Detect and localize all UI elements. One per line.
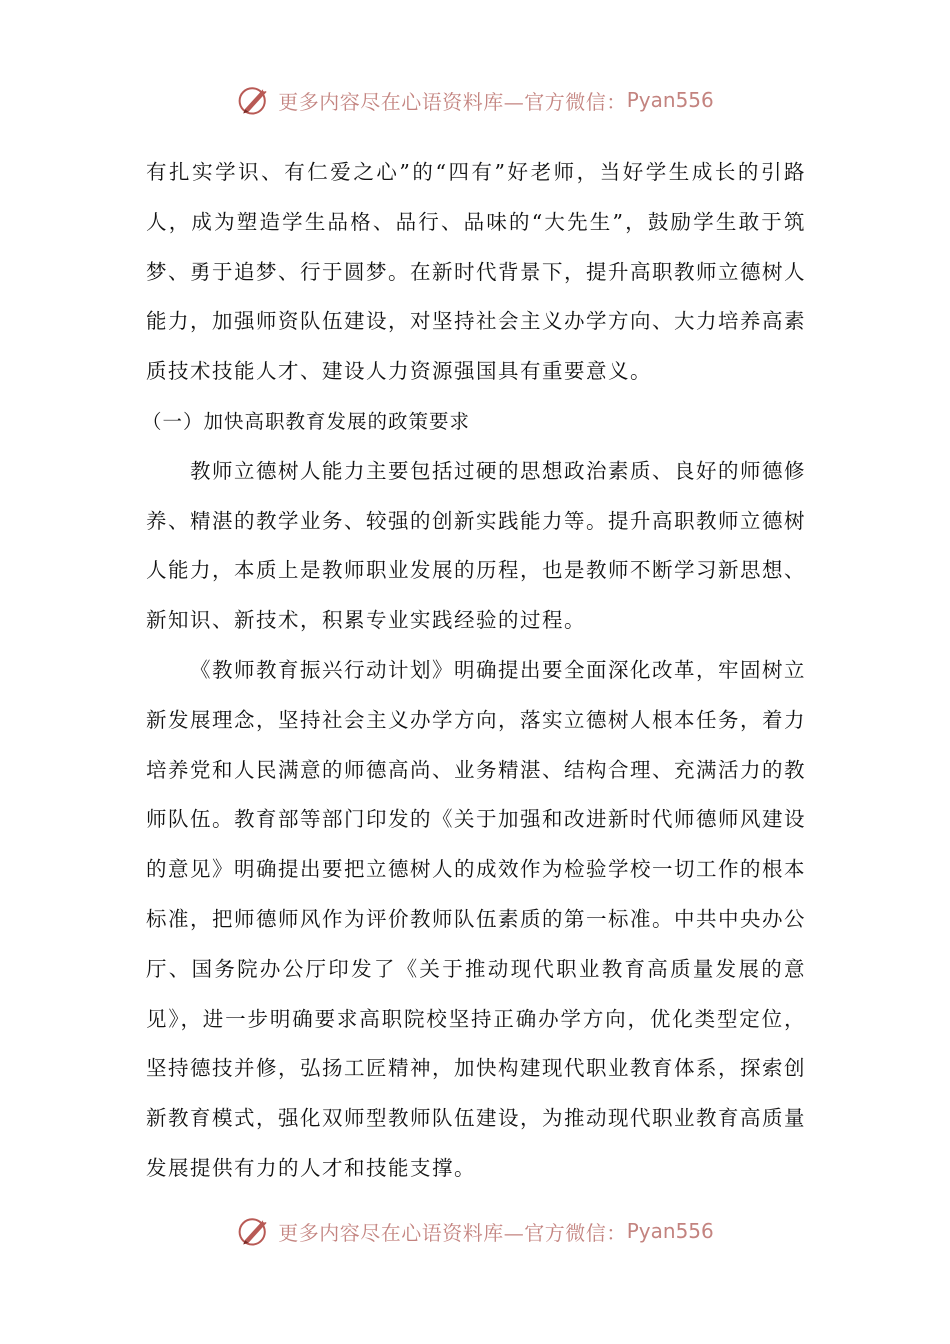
document-body xyxy=(142,148,806,1194)
paragraph-ability: 教师立德树人能力主要包括过硬的思想政治素质、良好的师德修养、精湛的教学业务、较强的创新实践能力等。提升高职教师立德树人能力，本质上是教师职业发展的历程，也是教师不断学习新思想、新知识、新技术，积累专业实践经验的过程。 xyxy=(146,458,806,633)
banner-text: 更多内容尽在心语资料库—官方微信： xyxy=(278,89,627,114)
banner-text: 更多内容尽在心语资料库—官方微信： xyxy=(278,1220,627,1245)
banner-wechat-id: Pyan556 xyxy=(626,88,714,112)
footer-banner xyxy=(0,1209,950,1253)
section-heading: （一）加快高职教育发展的政策要求 xyxy=(142,409,471,433)
pen-circle-logo-icon xyxy=(236,1213,272,1249)
paragraph-intro: 有扎实学识、有仁爱之心”的“四有”好老师，当好学生成长的引路人，成为塑造学生品格、品行、品味的“大先生”，鼓励学生敢于筑梦、勇于追梦、行于圆梦。在新时代背景下，提升高职教师立德树人能力，加强师资队伍建设，对坚持社会主义办学方向、大力培养高素质技术技能人才、建设人力资源强国具有重要意义。 xyxy=(146,160,806,384)
header-banner xyxy=(0,78,950,122)
pen-circle-logo-icon xyxy=(236,82,272,118)
paragraph-policy: 《教师教育振兴行动计划》明确提出要全面深化改革，牢固树立新发展理念，坚持社会主义办学方向，落实立德树人根本任务，着力培养党和人民满意的师德高尚、业务精湛、结构合理、充满活力的教师队伍。教育部等部门印发的《关于加强和改进新时代师德师风建设的意见》明确提出要把立德树人的成效作为检验学校一切工作的根本标准，把师德师风作为评价教师队伍素质的第一标准。中共中央办公厅、国务院办公厅印发了《关于推动现代职业教育高质量发展的意见》，进一步明确要求高职院校坚持正确办学方向，优化类型定位，坚持德技并修，弘扬工匠精神，加快构建现代职业教育体系，探索创新教育模式，强化双师型教师队伍建设，为推动现代职业教育高质量发展提供有力的人才和技能支撑。 xyxy=(146,657,806,1180)
banner-wechat-id: Pyan556 xyxy=(626,1219,714,1243)
